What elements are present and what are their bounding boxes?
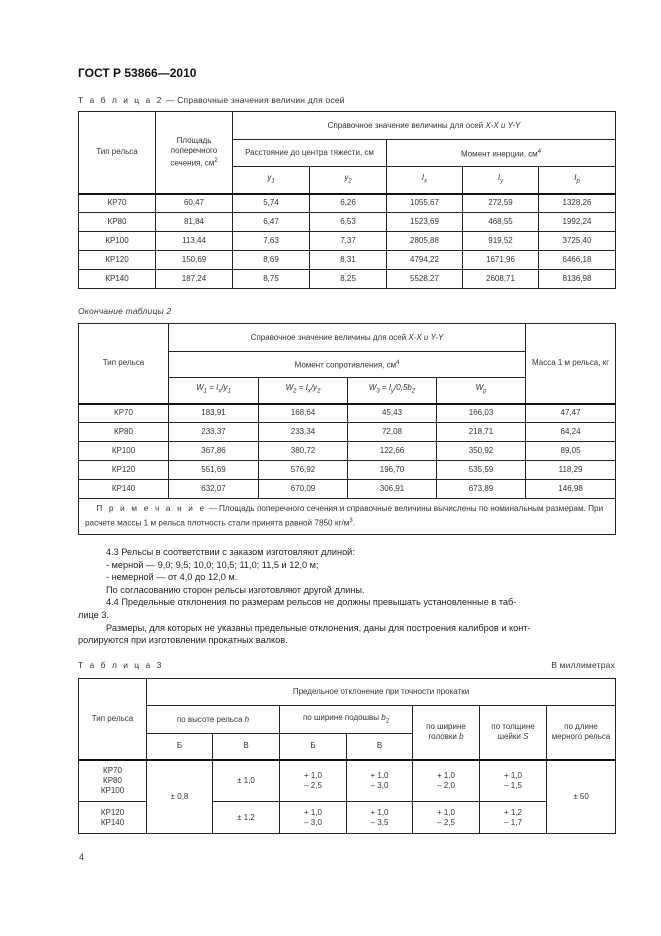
table2-end-col-w1: $W_1 = I_x/y_1$ [169, 378, 259, 404]
table3-header-head: по ширине головки b [413, 706, 480, 760]
table3-caption: Т а б л и ц а 3 [78, 660, 164, 670]
table2-header-group: Справочное значение величины для осей X-X и Y-Y [233, 112, 616, 140]
paragraph-agreement: По согласованию сторон рельсы изготовляют другой длины. [106, 584, 365, 595]
table2 [78, 111, 616, 289]
paragraph-4-4-cont: лице 3. [78, 609, 109, 620]
table2-end-col-w2: $W_2 = I_x/y_2$ [259, 378, 348, 404]
table-row: КР70 КР80 КР100 ± 0,8 ± 1,0 + 1,0 – 2,5 + 1,0 – 3,0 + 1,0 – 2,0 + 1,0 – 1,5 ± 50 [79, 760, 616, 802]
table-row: КР70 60,47 5,74 6,26 1055,67 272,59 1328,26 [79, 194, 616, 213]
paragraph-sizes-cont: ролируются при изготовлении прокатных валков. [78, 635, 288, 646]
paragraph-sizes: Размеры, для которых не указаны предельные отклонения, даны для построения калибров и конт- [106, 622, 531, 633]
table2-end-header-type: Тип рельса [79, 324, 169, 404]
table-row: КР140 632,07 670,09 306,91 673,89 146,98 [79, 480, 616, 499]
table2-col-y2: $y_2$ [310, 167, 387, 194]
table2-caption-prefix: Т а б л и ц а 2 [78, 95, 164, 105]
table-row: КР80 233,37 233,34 72,08 218,71 64,24 [79, 423, 616, 442]
table2-end-caption: Окончание таблицы 2 [78, 306, 172, 316]
table2-caption-text: — Справочные значения величин для осей [163, 95, 345, 105]
table-row: КР140 187,24 8,75 8,25 5528,27 2608,71 8136,98 [79, 270, 616, 289]
table3-header-length: по длине мерного рельса [547, 706, 616, 760]
table3-height-b: ± 0,8 [147, 760, 213, 834]
table3-header-type: Тип рельса [79, 679, 147, 760]
table3-group1-types: КР70 КР80 КР100 [79, 760, 147, 802]
body-text [78, 546, 615, 647]
table3-col-height-b: Б [147, 734, 213, 760]
table-row: КР100 113,44 7,63 7,37 2805,88 919,52 3725,40 [79, 232, 616, 251]
table3-col-base-v: В [347, 734, 413, 760]
table3-group2-types: КР120 КР140 [79, 802, 147, 834]
table-row: КР120 551,69 576,92 196,70 535,59 118,29 [79, 461, 616, 480]
table2-col-iy: $I_y$ [463, 167, 539, 194]
table2-end-col-w3: $W_3 = I_y/0,5b_2$ [348, 378, 437, 404]
list-item-unmeasured: - немерной — от 4,0 до 12,0 м. [106, 572, 238, 583]
table-row: КР80 81,84 6,47 6,53 1523,69 468,55 1992,24 [79, 213, 616, 232]
table2-end-header-moment: Момент сопротивления, $см^4$ [169, 352, 526, 378]
table2-end-header-mass: Масса 1 м рельса, кг [526, 324, 616, 404]
table2-caption [78, 95, 345, 105]
table2-header-type: Тип рельса [79, 112, 156, 194]
paragraph-4-3: 4.3 Рельсы в соответствии с заказом изготовляют длиной: [106, 547, 355, 557]
table3-header-group: Предельное отклонение при точности прокатки [147, 679, 616, 706]
table2-end [78, 323, 616, 535]
table3-col-base-b: Б [280, 734, 347, 760]
table-row: КР120 КР140 ± 1,2 + 1,0 – 3,0 + 1,0 – 3,5 + 1,0 – 2,5 + 1,2 – 1,7 [79, 802, 616, 834]
table2-end-col-wp: $W_p$ [437, 378, 526, 404]
page-number: 4 [79, 852, 85, 862]
table2-header-inertia: Момент инерции, $см^4$ [387, 140, 616, 167]
table2-col-ix: $I_x$ [387, 167, 463, 194]
table3-header-base: по ширине подошвы $b_2$ [280, 706, 413, 734]
table3 [78, 678, 616, 834]
table2-col-y1: $y_1$ [233, 167, 310, 194]
table2-header-distance: Расстояние до центра тяжести, см [233, 140, 387, 167]
table2-end-header-group: Справочное значение величины для осей X-X и Y-Y [169, 324, 526, 352]
table3-length: ± 50 [547, 760, 616, 834]
table-row: КР100 367,86 380,72 122,66 350,92 89,05 [79, 442, 616, 461]
table-row: КР120 150,69 8,69 8,31 4794,22 1671,96 6466,18 [79, 251, 616, 270]
list-item-measured: - мерной — 9,0; 9,5; 10,0; 10,5; 11,0; 11,5 и 12,0 м; [106, 559, 319, 570]
table3-header-height: по высоте рельса h [147, 706, 280, 734]
table2-col-ip: $I_p$ [539, 167, 616, 194]
table2-end-note: П р и м е ч а н и е — Площадь поперечного сечения и справочные величины вычислены по номинальным размерам. При расчете массы 1 м рельса плотность стали принята равной 7850 $кг/м^3$. [79, 499, 616, 535]
table2-header-area: Площадь поперечного сечения, $см^2$ [156, 112, 233, 194]
table3-units: В миллиметрах [551, 660, 615, 670]
table3-header-web: по толщине шейки S [480, 706, 547, 760]
document-title: ГОСТ Р 53866—2010 [78, 66, 197, 80]
paragraph-4-4: 4.4 Предельные отклонения по размерам рельсов не должны превышать установленные в таб- [106, 597, 517, 608]
table3-col-height-v: В [213, 734, 280, 760]
table-row: КР70 183,91 168,64 45,43 166,03 47,47 [79, 404, 616, 423]
